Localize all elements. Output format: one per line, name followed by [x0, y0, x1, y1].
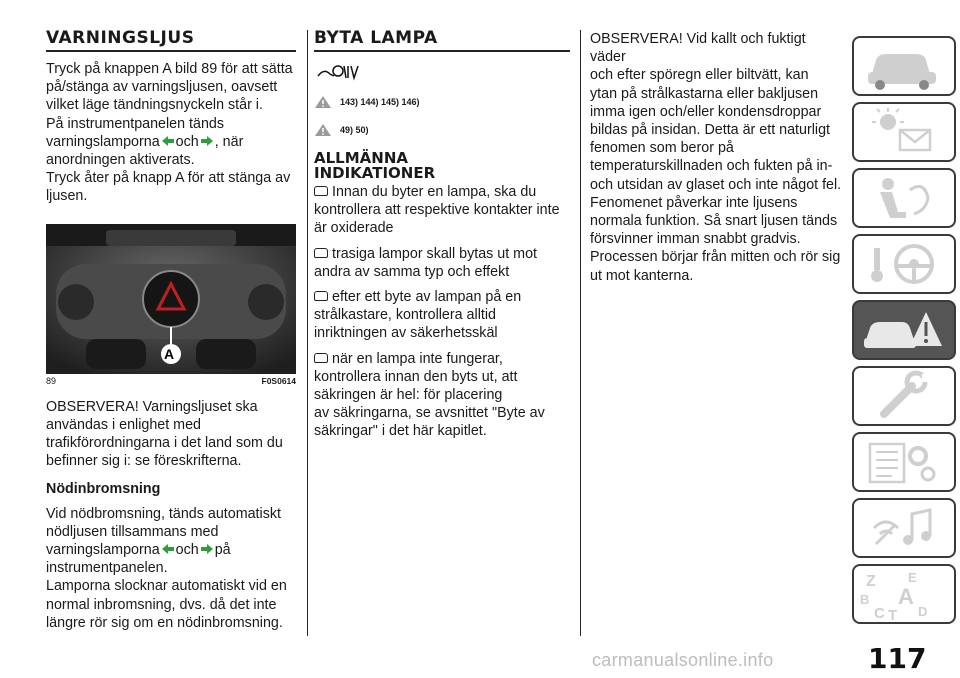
chapter-tab-warning-lights[interactable] [852, 102, 956, 162]
figure-callout-label: A [164, 345, 175, 362]
subheading-line: ALLMÄNNA [314, 149, 408, 167]
list-item-text: inriktningen av säkerhetsskäl [314, 325, 498, 342]
paragraph-line [46, 541, 296, 559]
seat-airbag-icon [854, 170, 954, 226]
wrench-icon [854, 368, 954, 424]
chapter-tab-maintenance[interactable] [852, 366, 956, 426]
list-item-text: Innan du byter en lampa, ska du [332, 184, 537, 200]
column-varningsljus [46, 28, 296, 632]
list-item-text: säkringen är hel: för placering [314, 387, 503, 404]
multimedia-icon [854, 500, 954, 556]
chapter-tab-safety[interactable] [852, 168, 956, 228]
chapter-tab-starting-driving[interactable] [852, 234, 956, 294]
paragraph-line: Tryck på knappen A bild 89 för att sätta [46, 61, 293, 77]
index-letter: D [918, 604, 928, 619]
paragraph-line: På instrumentpanelen tänds [46, 115, 225, 132]
index-letter: Z [866, 573, 876, 590]
paragraph-line: längre rör sig om en nödinbromsning. [46, 614, 283, 631]
index-letter: E [908, 570, 917, 585]
watermark: carmanualsonline.info [592, 650, 774, 670]
turn-left-lamp-icon [161, 135, 175, 147]
paragraph-line: Lamporna slocknar automatiskt vid en [46, 578, 287, 595]
paragraph-line: fenomen som beror på [590, 140, 734, 157]
list-item-text: andra av samma typ och effekt [314, 263, 510, 280]
section-heading-varningsljus: VARNINGSLJUS [46, 28, 195, 48]
paragraph-line: ut mot kanterna. [590, 267, 694, 284]
specs-gear-icon [854, 434, 954, 490]
paragraph-line: trafikförordningarna i det land som du [46, 435, 283, 452]
chapter-tab-index[interactable] [852, 564, 956, 624]
paragraph-line: ytan på strålkastarna eller bakljusen [590, 85, 819, 102]
key-steering-wheel-icon [854, 236, 954, 292]
subheading-nodinbromsning: Nödinbromsning [46, 481, 161, 498]
list-item-text: kontrollera att respektive kontakter inte [314, 202, 560, 219]
paragraph-line: vilket läge tändningsnyckeln står i. [46, 97, 263, 114]
turn-right-lamp-icon [200, 543, 214, 555]
paragraph-line: normala funktion. Så snart ljusen tänds [590, 213, 838, 230]
page-number: 117 [868, 642, 927, 675]
paragraph-line: befinner sig i: se föreskrifterna. [46, 453, 242, 470]
column-divider-1 [307, 30, 308, 636]
subheading-line: INDIKATIONER [314, 164, 436, 182]
figure-number: 89 [46, 375, 57, 386]
paragraph-line: Vid nödbromsning, tänds automatiskt [46, 505, 281, 522]
warning-ref-text: 143) 144) 145) 146) [340, 97, 420, 107]
list-item-text: säkringar" i det här kapitlet. [314, 423, 487, 440]
index-letter: A [898, 584, 914, 609]
list-item-text: trasiga lampor skall bytas ut mot [332, 245, 538, 262]
list-item [314, 183, 570, 238]
index-letter: C [874, 605, 885, 622]
index-letter: B [860, 592, 870, 607]
list-item [314, 245, 570, 281]
chapter-tab-emergency[interactable] [852, 300, 956, 360]
list-item-text: av säkringarna, se avsnittet "Byte av [314, 405, 545, 422]
paragraph-line: temperaturskillnaden och fukten på in- [590, 158, 833, 175]
paragraph-line: imma igen och/eller kondensdroppar [590, 103, 822, 120]
paragraph-line: på/stänga av varningsljusen, oavsett [46, 79, 278, 96]
turn-right-lamp-icon [200, 135, 214, 147]
warning-lights-icon [854, 104, 954, 160]
paragraph-line: Tryck åter på knapp A för att stänga av [46, 170, 291, 187]
paragraph-line: och utsidan av glaset och inte något fel. [590, 176, 842, 193]
paragraph-line: bildas på insidan. Detta är ett naturligt [590, 122, 831, 139]
figure-caption [46, 376, 296, 386]
paragraph-line: Fenomenet påverkar inte ljusens [590, 194, 798, 211]
paragraph-line: Processen börjar från mitten och rör sig [590, 249, 841, 266]
list-item-text: strålkastare, kontrollera alltid [314, 307, 496, 324]
index-letter: T [888, 607, 898, 622]
paragraph-line: instrumentpanelen. [46, 560, 168, 577]
list-item-text: är oxiderade [314, 220, 394, 237]
paragraph-line: och efter spöregn eller biltvätt, kan [590, 67, 809, 84]
paragraph-line [46, 133, 296, 151]
figure-code: F0S0614 [261, 375, 296, 386]
list-item-text: kontrollera innan den byts ut, att [314, 368, 518, 385]
heading-rule [314, 50, 570, 52]
warning-reference-2 [314, 123, 570, 137]
bulb-bullet-icon [314, 248, 328, 258]
chapter-tab-multimedia[interactable] [852, 498, 956, 558]
text-fragment: varningslamporna [46, 542, 160, 559]
list-item-text: när en lampa inte fungerar, [332, 350, 503, 367]
column-byta-lampa [314, 28, 570, 448]
text-fragment: och [175, 133, 199, 150]
caution-triangle-icon [314, 123, 332, 137]
bulb-bullet-icon [314, 353, 328, 363]
turn-left-lamp-icon [161, 543, 175, 555]
chapter-tab-car[interactable] [852, 36, 956, 96]
text-fragment: , när [214, 133, 244, 150]
bulb-bullet-icon [314, 291, 328, 301]
warning-ref-text: 49) 50) [340, 125, 369, 135]
hazard-button-photo [46, 224, 296, 374]
paragraph-line: nödljusen tillsammans med [46, 523, 219, 540]
warning-triangle-icon [314, 95, 332, 109]
car-icon [854, 38, 954, 94]
paragraph-line: normal inbromsning, dvs. då det inte [46, 596, 277, 613]
column-observera [590, 30, 842, 285]
paragraph-line: anordningen aktiverats. [46, 152, 195, 169]
text-fragment: och [175, 542, 199, 559]
chapter-tab-technical-data[interactable] [852, 432, 956, 492]
subheading-allmanna-indikationer [314, 151, 570, 181]
text-fragment: varningslamporna [46, 133, 160, 150]
list-item [314, 288, 570, 343]
index-letters-icon [854, 566, 954, 622]
paragraph-line: användas i enlighet med [46, 416, 201, 433]
text-fragment: på [214, 542, 231, 559]
warning-reference-1 [314, 95, 570, 109]
list-item [314, 350, 570, 441]
column-divider-2 [580, 30, 581, 636]
heading-rule [46, 50, 296, 52]
list-item-text: efter ett byte av lampan på en [332, 289, 522, 306]
section-heading-byta-lampa: BYTA LAMPA [314, 28, 438, 48]
bulb-hand-icon [316, 62, 362, 82]
paragraph-line: OBSERVERA! Vid kallt och fuktigt väder [590, 31, 806, 66]
bulb-bullet-icon [314, 186, 328, 196]
paragraph-line: försvinner imman snabbt gradvis. [590, 231, 801, 248]
paragraph-line: OBSERVERA! Varningsljuset ska [46, 398, 258, 415]
paragraph-line: ljusen. [46, 188, 88, 205]
car-breakdown-icon [854, 302, 954, 358]
